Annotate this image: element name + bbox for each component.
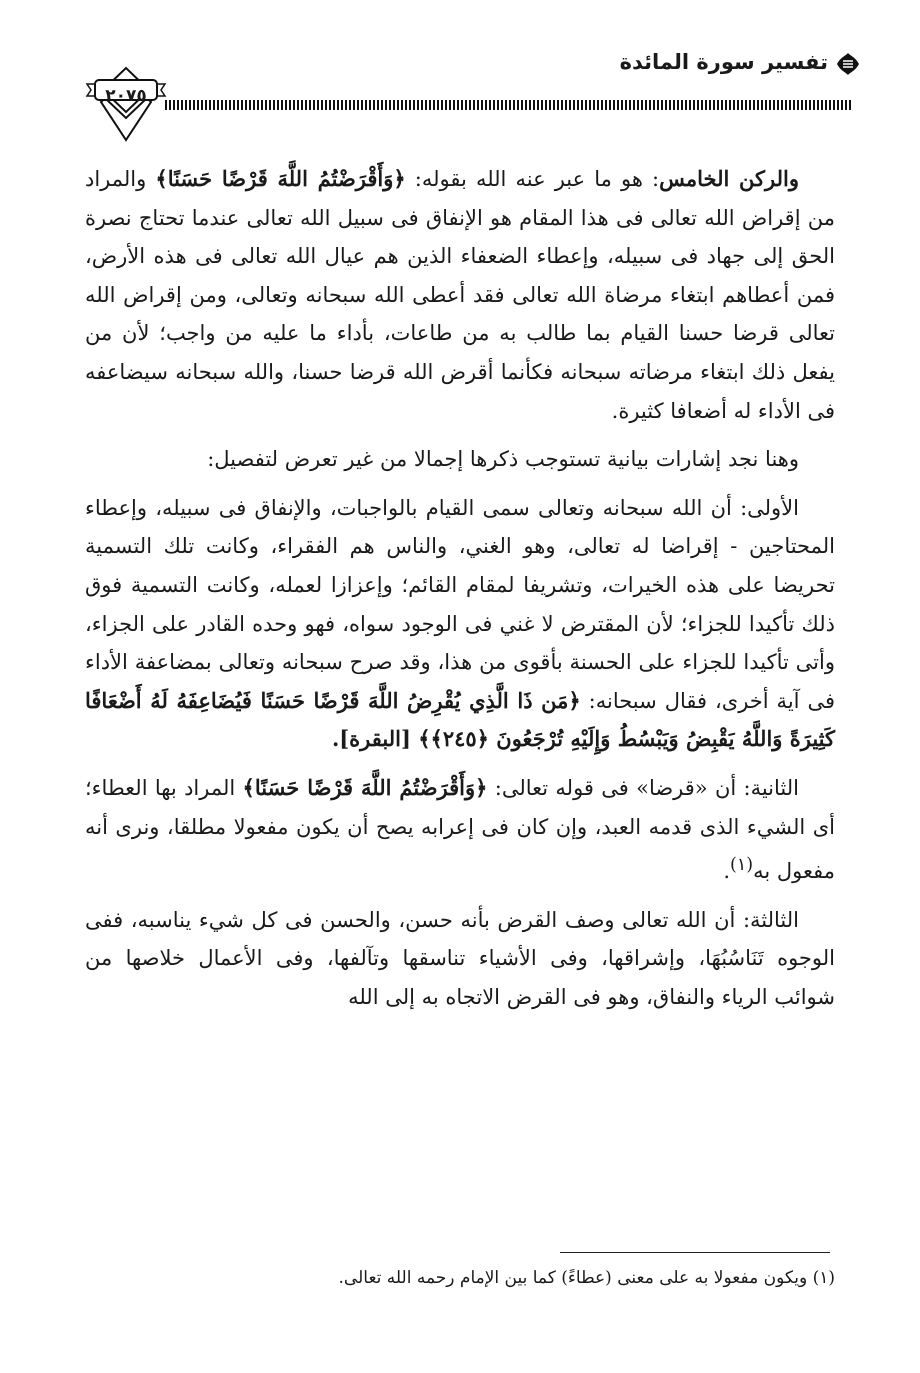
ornament-icon: [836, 52, 860, 76]
quran-verse: ﴿وَأَقْرَضْتُمُ اللَّهَ قَرْضًا حَسَنًا﴾: [155, 166, 406, 191]
paragraph-third-point: الثالثة: أن الله تعالى وصف القرض بأنه حسن، والحسن فى كل شيء يناسبه، ففى الوجوه تَنَاسُبُهَا، وإشراقها، وفى الأشياء تناسقها وتآلفها، وفى الأعمال خلاصها من شوائب الرياء والنفاق، وهو فى القرض الاتجاه به إلى الله: [85, 907, 835, 1009]
running-header: تفسير سورة المائدة: [619, 50, 828, 74]
quran-verse: ﴿مَن ذَا الَّذِي يُقْرِضُ اللَّهَ قَرْضًا حَسَنًا فَيُضَاعِفَهُ لَهُ أَضْعَافًا كَثِيرَةً وَاللَّهُ يَقْبِضُ وَيَبْسُطُ وَإِلَيْهِ تُرْجَعُونَ ﴿٢٤٥﴾﴾: [85, 687, 835, 752]
main-text: [85, 160, 835, 1026]
paragraph-text: المراد بها العطاء؛ أى الشيء الذى قدمه العبد، وإن كان فى إعرابه يصح أن يكون مفعولا مطلقا، ونرى أنه مفعول به: [85, 775, 835, 884]
footnote-marker: (١): [730, 855, 754, 876]
footnote: (١) ويكون مفعولا به على معنى (عطاءً) كما بين الإمام رحمه الله تعالى.: [338, 1268, 835, 1288]
page-number: ٢٠٧٥: [105, 86, 147, 106]
paragraph-intro: وهنا نجد إشارات بيانية تستوجب ذكرها إجمالا من غير تعرض لتفصيل:: [207, 447, 799, 472]
header-rule: [165, 100, 852, 110]
footnote-separator: [560, 1252, 830, 1253]
paragraph-fifth-pillar: [85, 160, 835, 430]
surah-reference: [البقرة].: [331, 726, 419, 752]
quran-verse: ﴿وَأَقْرَضْتُمُ اللَّهَ قَرْضًا حَسَنًا﴾: [242, 774, 488, 800]
paragraph-text: والمراد من إقراض الله تعالى فى هذا المقام هو الإنفاق فى سبيل الله تعالى عندما تحتاج نصرة الحق إلى جهاد فى سبيله، وإعطاء الضعفاء الذين هم عيال الله تعالى فى هذه الأرض، فمن أعطاهم ابتغاء مرضاة الله تعالى فقد أعطى الله سبحانه وتعالى، ومن إقراض الله تعالى قرضا حسنا القيام بما طالب به من طاعات، بأداء ما عليه من واجب؛ لأن من يفعل ذلك ابتغاء مرضاته سبحانه فكأنما أقرض الله قرضا حسنا، والله سبحانه سيضاعفه فى الأداء له أضعافا كثيرة.: [85, 167, 835, 423]
paragraph-text: .: [723, 859, 731, 884]
paragraph-second-point: [85, 769, 835, 891]
paragraph-text: الثانية: أن «قرضا» فى قوله تعالى:: [487, 775, 799, 800]
paragraph-text: الأولى: أن الله سبحانه وتعالى سمى القيام بالواجبات، والإنفاق فى سبيله، وإعطاء المحتاجين - إقراضا له تعالى، وهو الغني، والناس هم الفقراء، وكانت تلك التسمية تحريضا على هذه الخيرات، وتشريفا لمقام القائم؛ وإعزازا لعمله، وكانت التسمية فوق ذلك تأكيدا للجزاء؛ لأن المقترض لا غني فى الوجود سواه، فهو وحده القادر على الجزاء، وأتى تأكيدا للجزاء على الحسنة بأقوى من هذا، وقد صرح سبحانه وتعالى بمضاعفة الأداء فى آية أخرى، فقال سبحانه:: [85, 495, 836, 713]
paragraph-text: : هو ما عبر عنه الله بقوله:: [405, 167, 660, 191]
paragraph-lead: والركن الخامس: [659, 166, 799, 191]
paragraph-first-point: [85, 489, 835, 759]
